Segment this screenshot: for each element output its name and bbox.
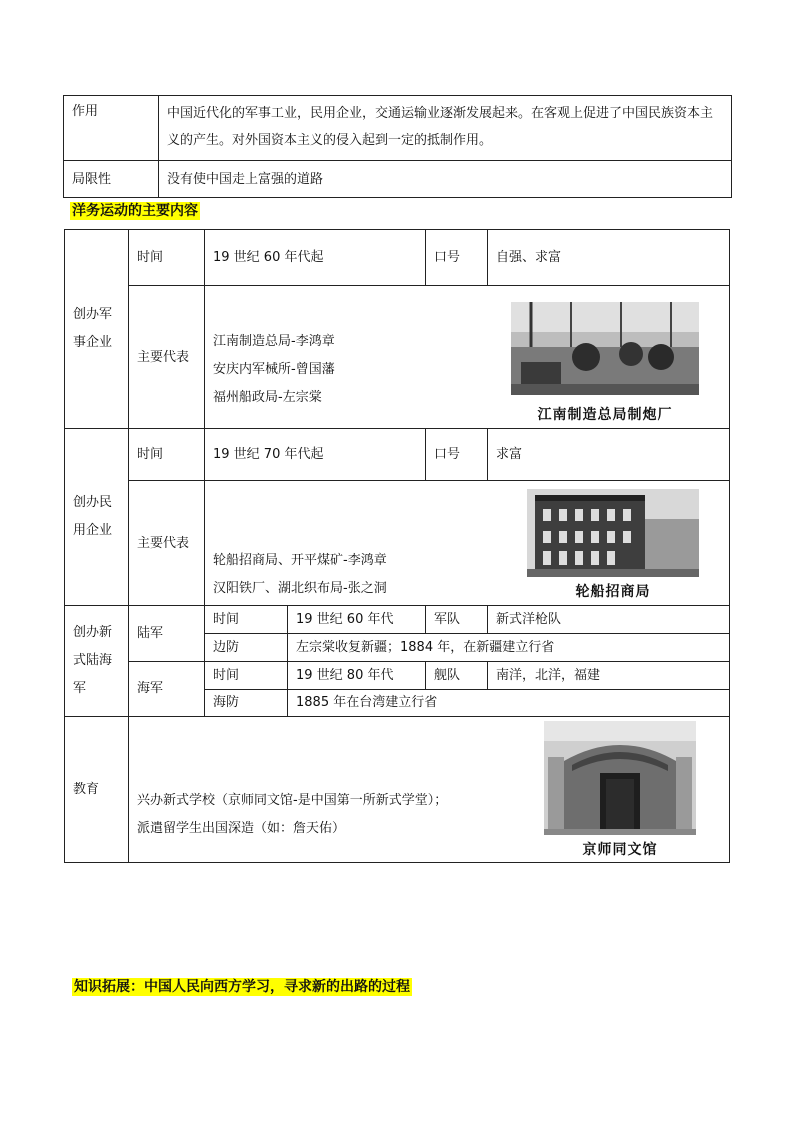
navy-label: 海军	[129, 662, 205, 717]
effect-limitation-table	[63, 95, 732, 198]
tongwenguan-photo-caption: 京师同文馆	[582, 842, 658, 858]
rep-cell	[205, 481, 730, 606]
army-defense-label: 边防	[205, 634, 288, 662]
military-category: 创办军事企业	[65, 230, 129, 429]
table-row	[65, 662, 730, 690]
merchant-bureau-photo-image	[527, 489, 699, 577]
army-label: 陆军	[129, 606, 205, 662]
list-item: 派遣留学生出国深造（如：詹天佑）	[137, 821, 346, 836]
merchant-bureau-photo	[527, 489, 699, 577]
list-item: 汉阳铁厂、湖北织布局-张之洞	[213, 581, 387, 596]
row-label: 作用	[64, 96, 159, 161]
table-row	[65, 230, 730, 286]
merchant-bureau-photo-caption: 轮船招商局	[575, 584, 651, 600]
time-label: 时间	[129, 429, 205, 481]
rep-list	[213, 328, 335, 412]
factory-photo-image	[511, 302, 699, 395]
army-time-value: 19 世纪 60 年代	[288, 606, 426, 634]
row-text: 中国近代化的军事工业，民用企业，交通运输业逐渐发展起来。在客观上促进了中国民族资本主义的产生。对外国资本主义的侵入起到一定的抵制作用。	[159, 96, 732, 161]
table-row	[64, 161, 732, 198]
row-text: 没有使中国走上富强的道路	[159, 161, 732, 198]
slogan-value: 求富	[488, 429, 730, 481]
list-item: 江南制造总局-李鸿章	[213, 334, 335, 349]
section-heading: 洋务运动的主要内容	[72, 203, 198, 219]
education-cell	[129, 717, 730, 863]
main-content-table	[64, 229, 730, 863]
list-item: 福州船政局-左宗棠	[213, 390, 322, 405]
list-item: 兴办新式学校（京师同文馆-是中国第一所新式学堂）；	[137, 793, 448, 808]
time-label: 时间	[129, 230, 205, 286]
table-row	[65, 429, 730, 481]
time-value: 19 世纪 70 年代起	[205, 429, 426, 481]
table-row	[65, 606, 730, 634]
slogan-label: 口号	[426, 230, 488, 286]
list-item: 轮船招商局、开平煤矿-李鸿章	[213, 553, 387, 568]
army-defense-value: 左宗棠收复新疆；1884 年，在新疆建立行省	[288, 634, 730, 662]
rep-label: 主要代表	[129, 286, 205, 429]
slogan-value: 自强、求富	[488, 230, 730, 286]
army-unit-label: 军队	[426, 606, 488, 634]
table-row	[64, 96, 732, 161]
row-label: 局限性	[64, 161, 159, 198]
army-time-label: 时间	[205, 606, 288, 634]
rep-label: 主要代表	[129, 481, 205, 606]
table-row	[65, 717, 730, 863]
tongwenguan-photo	[544, 721, 696, 835]
navy-defense-value: 1885 年在台湾建立行省	[288, 690, 730, 717]
education-category: 教育	[65, 717, 129, 863]
factory-photo	[511, 302, 699, 395]
navy-time-value: 19 世纪 80 年代	[288, 662, 426, 690]
rep-list	[213, 547, 387, 603]
tongwenguan-photo-image	[544, 721, 696, 835]
time-value: 19 世纪 60 年代起	[205, 230, 426, 286]
navy-defense-label: 海防	[205, 690, 288, 717]
table-row	[65, 481, 730, 606]
extension-heading: 知识拓展：中国人民向西方学习，寻求新的出路的过程	[74, 979, 410, 995]
slogan-label: 口号	[426, 429, 488, 481]
army-navy-category: 创办新式陆海军	[65, 606, 129, 717]
list-item: 安庆内军械所-曾国藩	[213, 362, 335, 377]
table-row	[65, 286, 730, 429]
navy-unit-label: 舰队	[426, 662, 488, 690]
navy-unit-value: 南洋，北洋，福建	[488, 662, 730, 690]
navy-time-label: 时间	[205, 662, 288, 690]
army-unit-value: 新式洋枪队	[488, 606, 730, 634]
rep-cell	[205, 286, 730, 429]
education-list	[137, 787, 447, 843]
factory-photo-caption: 江南制造总局制炮厂	[537, 407, 673, 423]
civil-category: 创办民用企业	[65, 429, 129, 606]
